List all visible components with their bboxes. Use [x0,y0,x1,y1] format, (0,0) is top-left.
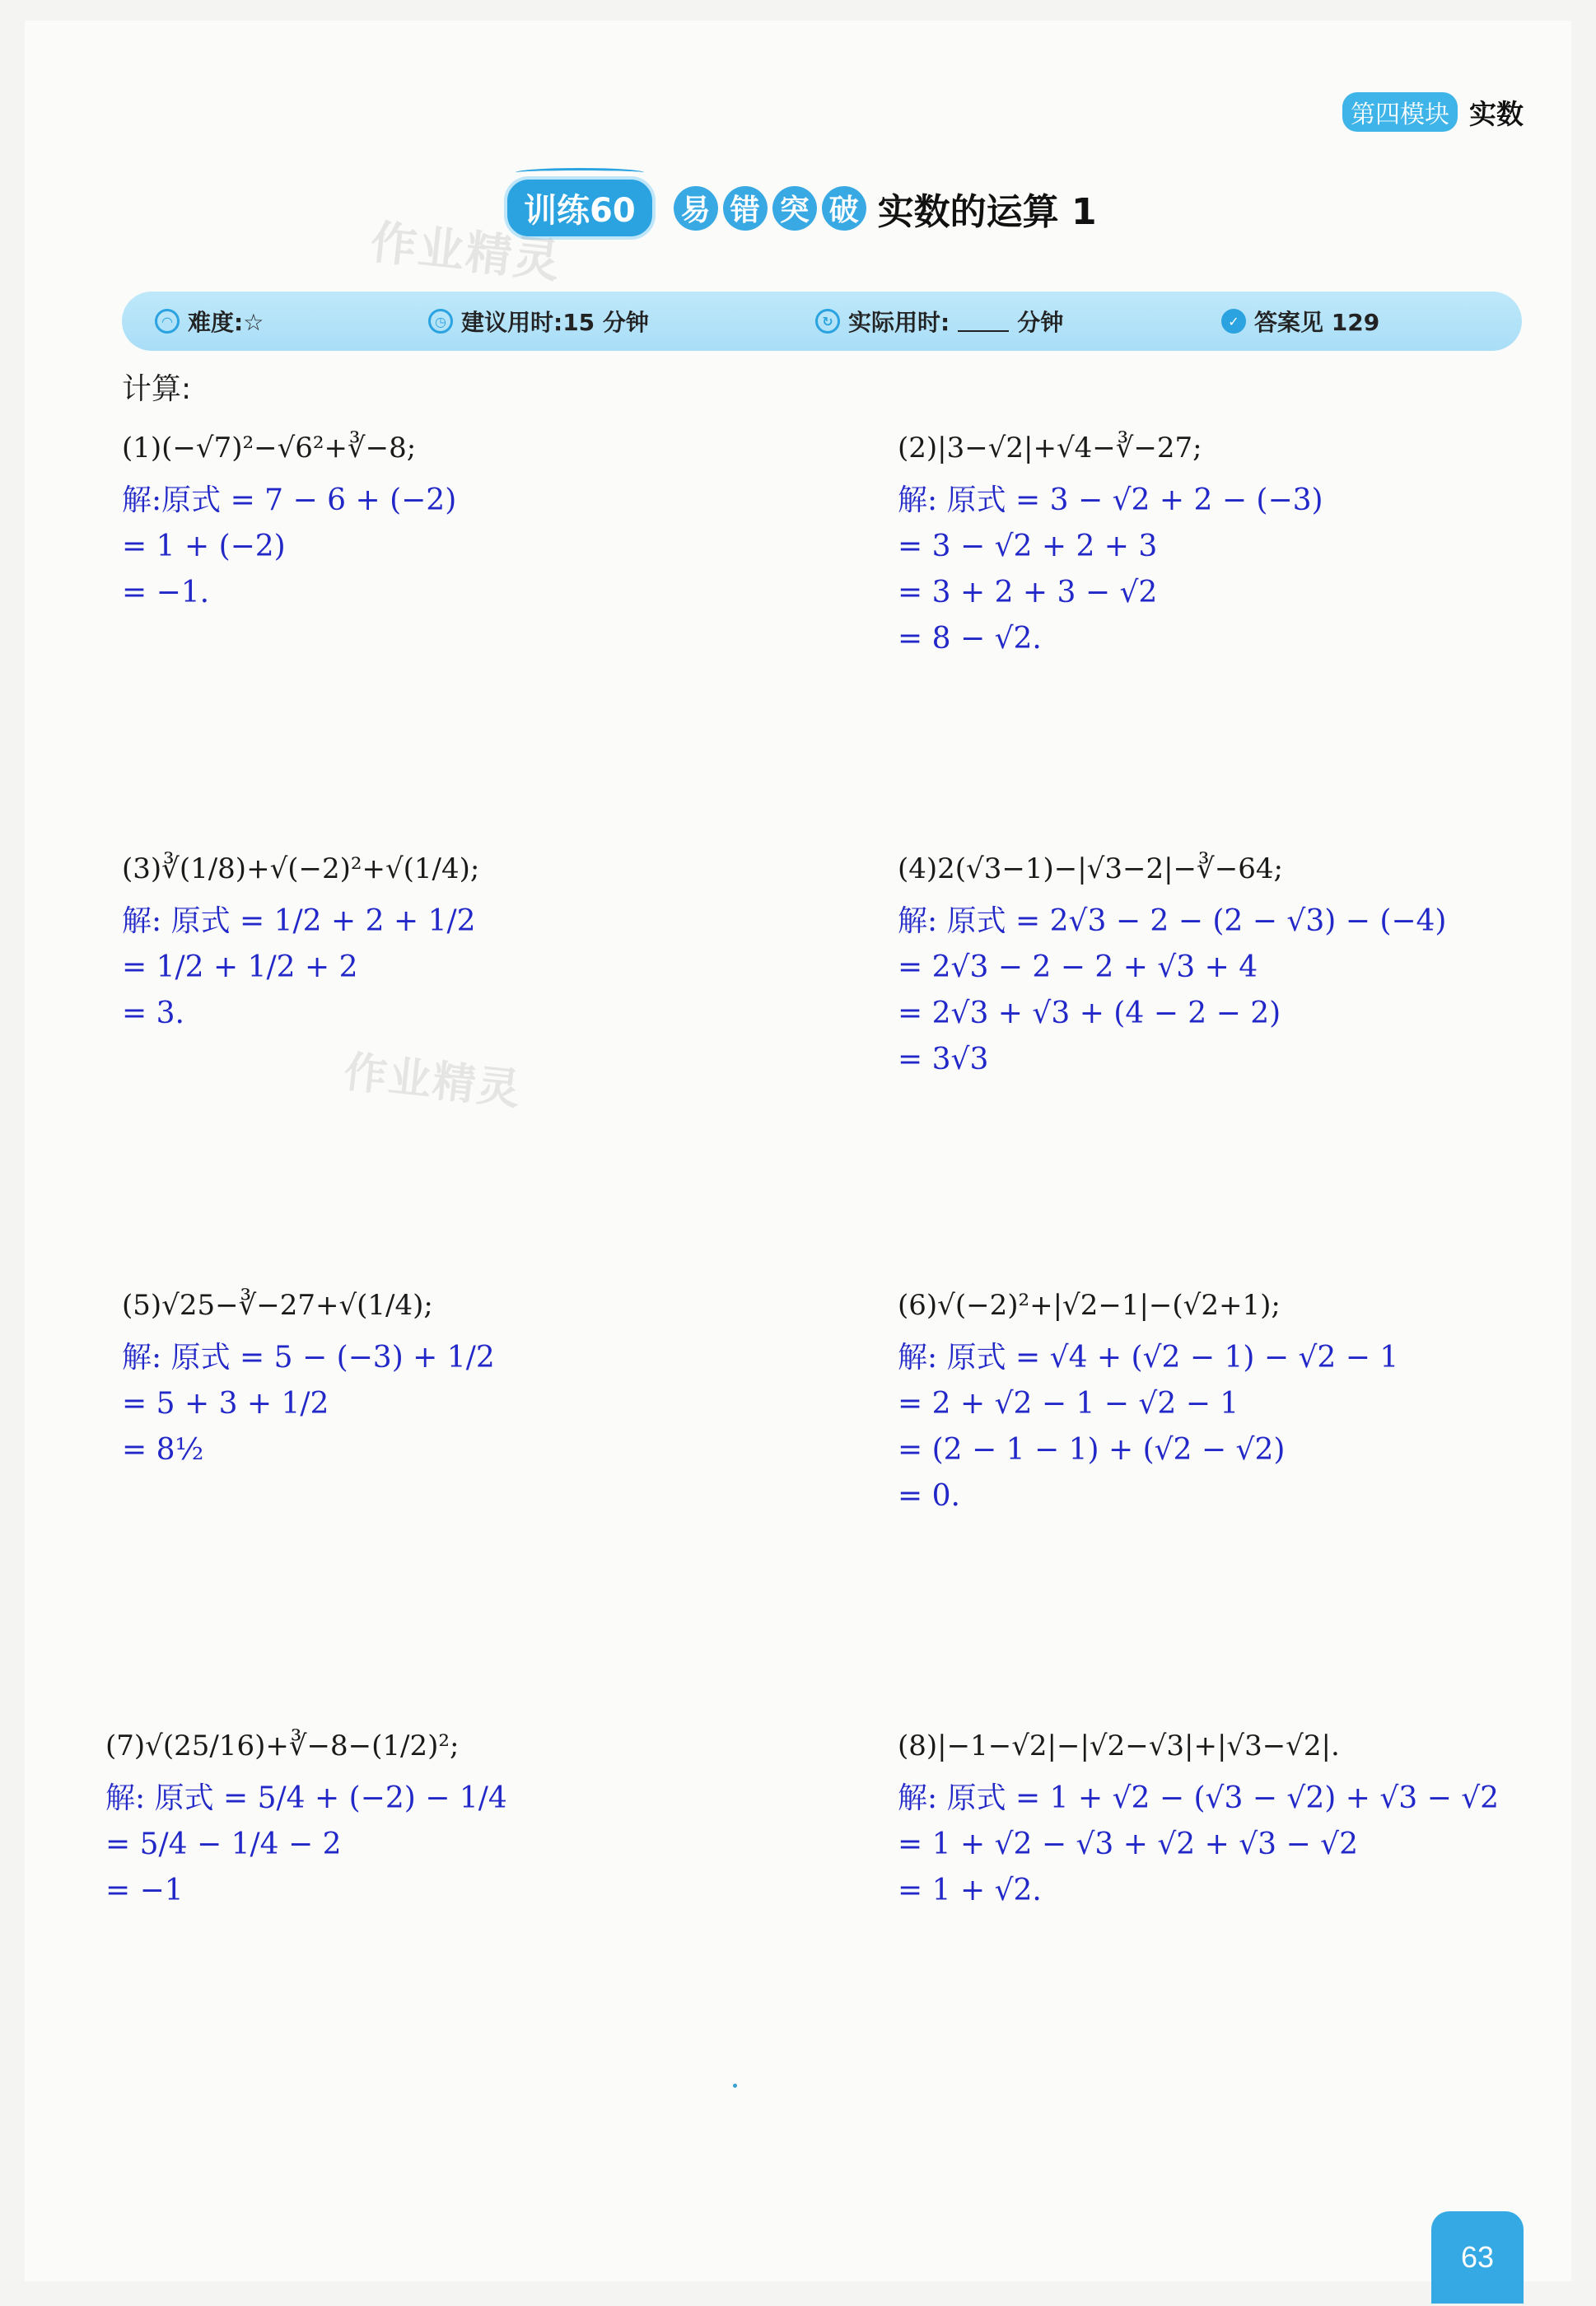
solution-step: = 3 + 2 + 3 − √2 [898,576,1158,609]
problem-question: (7)√(25/16)+∛−8−(1/2)²; [105,1730,460,1762]
module-header [1342,92,1524,132]
solution-step: = 1 + √2 − √3 + √2 + √3 − √2 [898,1828,1358,1861]
lesson-title [504,176,1097,240]
solution-step: = (2 − 1 − 1) + (√2 − √2) [898,1433,1286,1467]
problem-question: (5)√25−∛−27+√(1/4); [122,1289,433,1322]
solution-step: 解: 原式 = 1 + √2 − (√3 − √2) + √3 − √2 [898,1781,1500,1815]
solution-steps [898,478,1596,662]
problem-question: (1)(−√7)²−√6²+∛−8; [122,432,417,464]
solution-steps [105,1776,814,1914]
solution-step: = 2 + √2 − 1 − √2 − 1 [898,1387,1239,1421]
solution-step: 解: 原式 = √4 + (√2 − 1) − √2 − 1 [898,1341,1399,1375]
actual-time: ↻ 实际用时: 分钟 [815,305,1063,338]
info-bar [122,292,1522,351]
problem-question: (2)|3−√2|+√4−∛−27; [898,432,1202,464]
problem [898,423,1596,662]
solution-step: 解: 原式 = 2√3 − 2 − (2 − √3) − (−4) [898,904,1447,938]
solution-step: = 2√3 − 2 − 2 + √3 + 4 [898,950,1258,984]
solution-step: 解: 原式 = 5 − (−3) + 1/2 [122,1341,495,1375]
problem [122,844,830,1037]
alarm-clock-icon: ◷ [428,309,453,334]
module-tag: 第四模块 [1342,92,1458,132]
solution-step: 解: 原式 = 1/2 + 2 + 1/2 [122,904,476,938]
problem-question: (6)√(−2)²+|√2−1|−(√2+1); [898,1289,1281,1322]
worksheet-page [25,21,1571,2281]
instruction: 计算: [122,372,192,406]
solution-step: 解: 原式 = 3 − √2 + 2 − (−3) [898,483,1323,517]
watermark: 作业精灵 [341,1047,524,1116]
timer-icon: ↻ [815,309,840,334]
solution-steps [898,1335,1596,1519]
solution-step: = 3√3 [898,1043,989,1076]
suggested-time: ◷ 建议用时:15 分钟 [428,305,649,338]
solution-step: = 8 − √2. [898,622,1042,656]
solution-step: = 5 + 3 + 1/2 [122,1387,329,1421]
solution-step: = 1 + √2. [898,1874,1042,1907]
topic-char: 突 [772,186,817,231]
solution-steps [898,899,1596,1083]
problem [898,844,1596,1083]
solution-step: = 3 − √2 + 2 + 3 [898,530,1158,563]
solution-step: = 3. [122,997,184,1030]
solution-step: = 5/4 − 1/4 − 2 [105,1828,342,1861]
stray-dot [733,2084,737,2088]
watermark: 作业精灵 [367,216,564,289]
solution-step: = −1. [122,576,210,609]
page-number: 63 [1431,2211,1524,2304]
solution-step: = 1/2 + 1/2 + 2 [122,950,358,984]
solution-steps [122,899,830,1037]
solution-steps [122,478,830,616]
topic-char: 错 [723,186,768,231]
module-name: 实数 [1469,97,1524,130]
time-blank[interactable] [958,310,1009,332]
topic-char: 破 [822,186,866,231]
solution-step: = 8½ [122,1433,204,1467]
lesson-subtitle: 实数的运算 1 [877,190,1097,233]
topic-badges [674,186,866,231]
solution-step: = 0. [898,1479,960,1513]
solution-steps [122,1335,830,1473]
lesson-badge: 训练60 [504,176,656,240]
problem-question: (4)2(√3−1)−|√3−2|−∛−64; [898,852,1283,885]
solution-step: = 1 + (−2) [122,530,286,563]
solution-step: = 2√3 + √3 + (4 − 2 − 2) [898,997,1281,1030]
problem [898,1721,1596,1914]
wifi-icon: ◠ [155,309,180,334]
answer-reference: ✓ 答案见 129 [1221,305,1379,338]
solution-steps [898,1776,1596,1914]
topic-char: 易 [674,186,718,231]
solution-step: 解:原式 = 7 − 6 + (−2) [122,483,457,517]
problem-question: (3)∛(1/8)+√(−2)²+√(1/4); [122,852,480,885]
problem [898,1281,1596,1519]
problem [105,1721,814,1914]
difficulty: ◠ 难度:☆ [155,305,264,338]
problem-question: (8)|−1−√2|−|√2−√3|+|√3−√2|. [898,1730,1340,1762]
check-icon: ✓ [1221,309,1246,334]
problem [122,1281,830,1473]
solution-step: = −1 [105,1874,184,1907]
problem [122,423,830,616]
solution-step: 解: 原式 = 5/4 + (−2) − 1/4 [105,1781,507,1815]
